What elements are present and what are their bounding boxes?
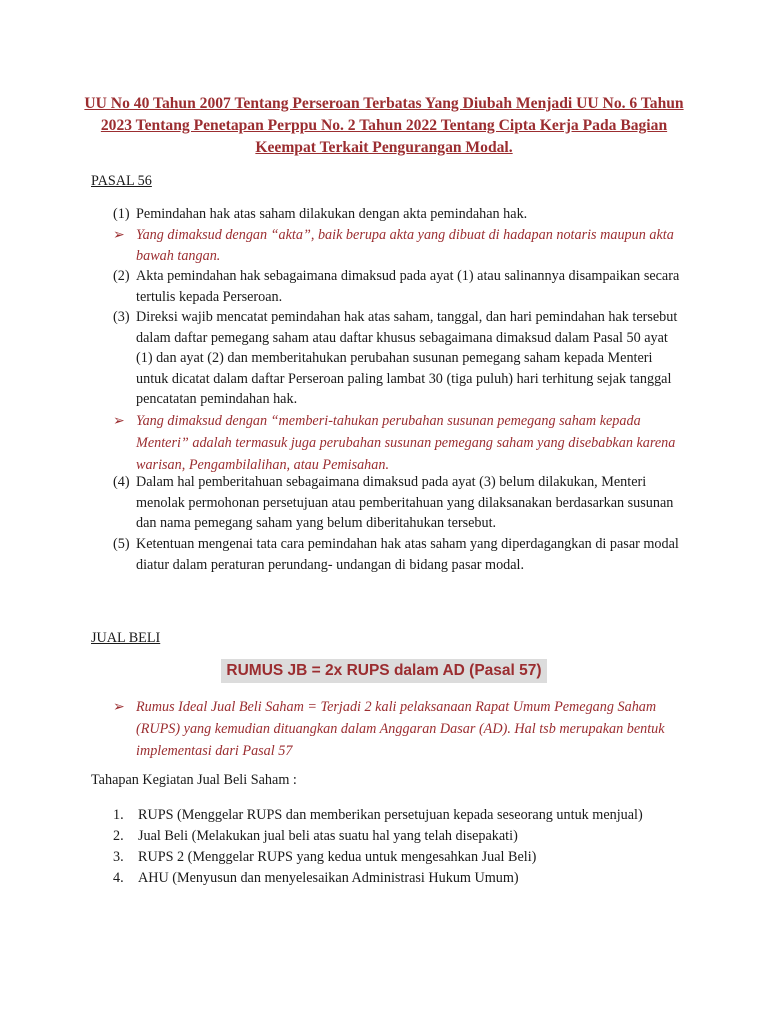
item-text: Ketentuan mengenai tata cara pemindahan hak atas saham yang diperdagangkan di pasar modal diatur dalam peraturan perundang- undangan di bidang pasar modal. <box>136 536 679 573</box>
step-text: RUPS 2 (Menggelar RUPS yang kedua untuk mengesahkan Jual Beli) <box>138 849 537 865</box>
article-item <box>113 204 683 225</box>
item-number: (3) <box>113 309 130 325</box>
step-text: Jual Beli (Melakukan jual beli atas suatu hal yang telah disepakati) <box>138 828 518 844</box>
item-text: Direksi wajib mencatat pemindahan hak atas saham, tanggal, dan hari pemindahan hak tersebut dalam daftar pemegang saham atau daftar khusus sebagaimana dimaksud dalam Pasal 50 ayat (1) dan ayat (2) dan memberitahukan perubahan susunan pemegang saham kepada Menteri untuk dicatat dalam daftar Perseroan paling lambat 30 (tiga puluh) hari terhitung sejak tanggal pencatatan pemindahan hak. <box>136 309 678 407</box>
article-item <box>113 307 683 410</box>
article-item <box>113 266 683 307</box>
explanation-note <box>113 696 683 762</box>
item-number: (4) <box>113 474 130 490</box>
pasal-heading: PASAL 56 <box>91 173 152 189</box>
explanation-note <box>113 225 683 266</box>
item-text: Dalam hal pemberitahuan sebagaimana dimaksud pada ayat (3) belum dilakukan, Menteri menolak permohonan persetujuan atau pemberitahuan yang dilaksanakan berdasarkan susunan dan nama pemegang saham yang belum diberitahukan tersebut. <box>136 474 674 531</box>
stages-title: Tahapan Kegiatan Jual Beli Saham : <box>91 772 297 788</box>
step-number: 3. <box>113 849 124 865</box>
note-text: Yang dimaksud dengan “memberi-tahukan perubahan susunan pemegang saham kepada Menteri” adalah termasuk juga perubahan susunan pemegang saham yang disebabkan karena warisan, Pengambilalihan, atau Pemisahan. <box>136 413 676 473</box>
item-text: Akta pemindahan hak sebagaimana dimaksud pada ayat (1) atau salinannya disampaikan secara tertulis kepada Perseroan. <box>136 268 680 305</box>
item-number: (5) <box>113 536 130 552</box>
step-number: 2. <box>113 828 124 844</box>
article-item <box>113 534 683 575</box>
document-title: UU No 40 Tahun 2007 Tentang Perseroan Terbatas Yang Diubah Menjadi UU No. 6 Tahun 2023 Tentang Penetapan Perppu No. 2 Tahun 2022 Tentang Cipta Kerja Pada Bagian Keempat Terkait Pengurangan Modal. <box>84 95 684 156</box>
explanation-note <box>113 410 683 476</box>
step-text: AHU (Menyusun dan menyelesaikan Administrasi Hukum Umum) <box>138 870 519 886</box>
arrow-bullet-icon: ➢ <box>113 227 125 243</box>
step-number: 1. <box>113 807 124 823</box>
list-item <box>113 826 518 847</box>
item-text: Pemindahan hak atas saham dilakukan dengan akta pemindahan hak. <box>136 206 528 222</box>
arrow-bullet-icon: ➢ <box>113 413 125 429</box>
note-text: Yang dimaksud dengan “akta”, baik berupa akta yang dibuat di hadapan notaris maupun akta bawah tangan. <box>136 227 674 264</box>
list-item <box>113 868 519 889</box>
list-item <box>113 847 536 868</box>
step-text: RUPS (Menggelar RUPS dan memberikan persetujuan kepada seseorang untuk menjual) <box>138 807 643 823</box>
step-number: 4. <box>113 870 124 886</box>
formula-text: RUMUS JB = 2x RUPS dalam AD (Pasal 57) <box>226 662 542 679</box>
jual-beli-heading: JUAL BELI <box>91 630 161 646</box>
list-item <box>113 805 643 826</box>
note-text: Rumus Ideal Jual Beli Saham = Terjadi 2 kali pelaksanaan Rapat Umum Pemegang Saham (RUPS) yang kemudian dituangkan dalam Anggaran Dasar (AD). Hal tsb merupakan bentuk implementasi dari Pasal 57 <box>136 699 665 759</box>
item-number: (2) <box>113 268 130 284</box>
item-number: (1) <box>113 206 130 222</box>
article-item <box>113 472 683 534</box>
arrow-bullet-icon: ➢ <box>113 699 125 715</box>
